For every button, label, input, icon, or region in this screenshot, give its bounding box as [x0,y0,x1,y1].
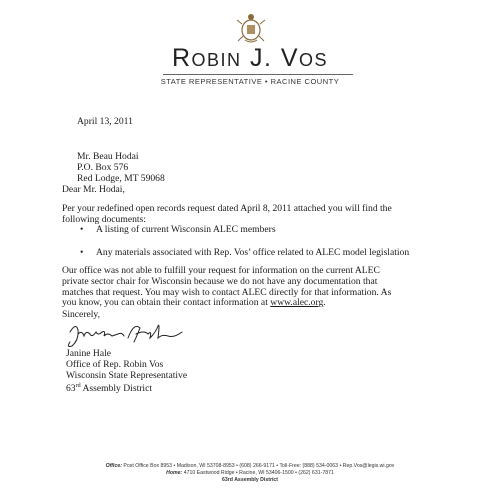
letter-date: April 13, 2011 [77,116,133,127]
letterhead-name: Robin J. Vos [171,44,329,72]
paragraph-line: private sector chair for Wisconsin because we do not have any documentation that [62,275,378,287]
signer-name: Janine Hale [66,348,112,359]
recipient-address [77,152,165,184]
bullet-icon: • [80,246,84,258]
list-item-text: Any materials associated with Rep. Vos’ office related to ALEC model legislation [96,246,410,258]
footer-district: 63rd Assembly District [221,477,279,483]
alec-website-link[interactable]: www.alec.org [270,297,324,309]
list-item-text: A listing of current Wisconsin ALEC members [96,224,276,235]
bullet-icon: • [80,224,84,235]
footer-office-line: Office: Post Office Box 8953 • Madison, WI 53708-8953 • (608) 266-9171 • Toll-Free: (888) 534-0063 • Rep.Vos@legis.wi.gov [105,463,395,469]
paragraph-line: Our office was not able to fulfill your request for information on the current ALEC [62,265,380,276]
closing: Sincerely, [62,309,101,320]
letterhead-footer [0,463,500,484]
paragraph-line: matches that request. You may wish to contact ALEC directly for that information. As [62,286,392,298]
recipient-line: Mr. Beau Hodai [77,151,139,162]
letterhead-rule [163,74,353,75]
salutation: Dear Mr. Hodai, [62,184,125,195]
signer-office: Office of Rep. Robin Vos [66,358,164,370]
paragraph-line: you know, you can obtain their contact information at www.alec.org. [62,297,326,309]
wisconsin-seal-icon [233,10,269,46]
list-item [78,225,458,236]
signer-title: Wisconsin State Representative [66,369,188,381]
paragraph-1 [62,204,462,226]
paragraph-line: following documents: [62,213,146,225]
recipient-line: Red Lodge, MT 59068 [77,172,165,184]
paragraph-2 [62,266,462,309]
signer-district: 63rd Assembly District [66,383,153,395]
recipient-line: P.O. Box 576 [77,161,129,173]
document-list [78,225,458,271]
handwritten-signature [64,318,194,350]
list-item [78,248,458,259]
footer-home-line: Home: 4710 Eastwood Ridge • Racine, WI 53406-1500 • (262) 631-7871 [166,470,334,476]
signature-block [66,349,187,395]
paragraph-line: Per your redefined open records request dated April 8, 2011 attached you will find the [62,203,392,214]
letterhead-subtitle: STATE REPRESENTATIVE • RACINE COUNTY [160,77,340,86]
